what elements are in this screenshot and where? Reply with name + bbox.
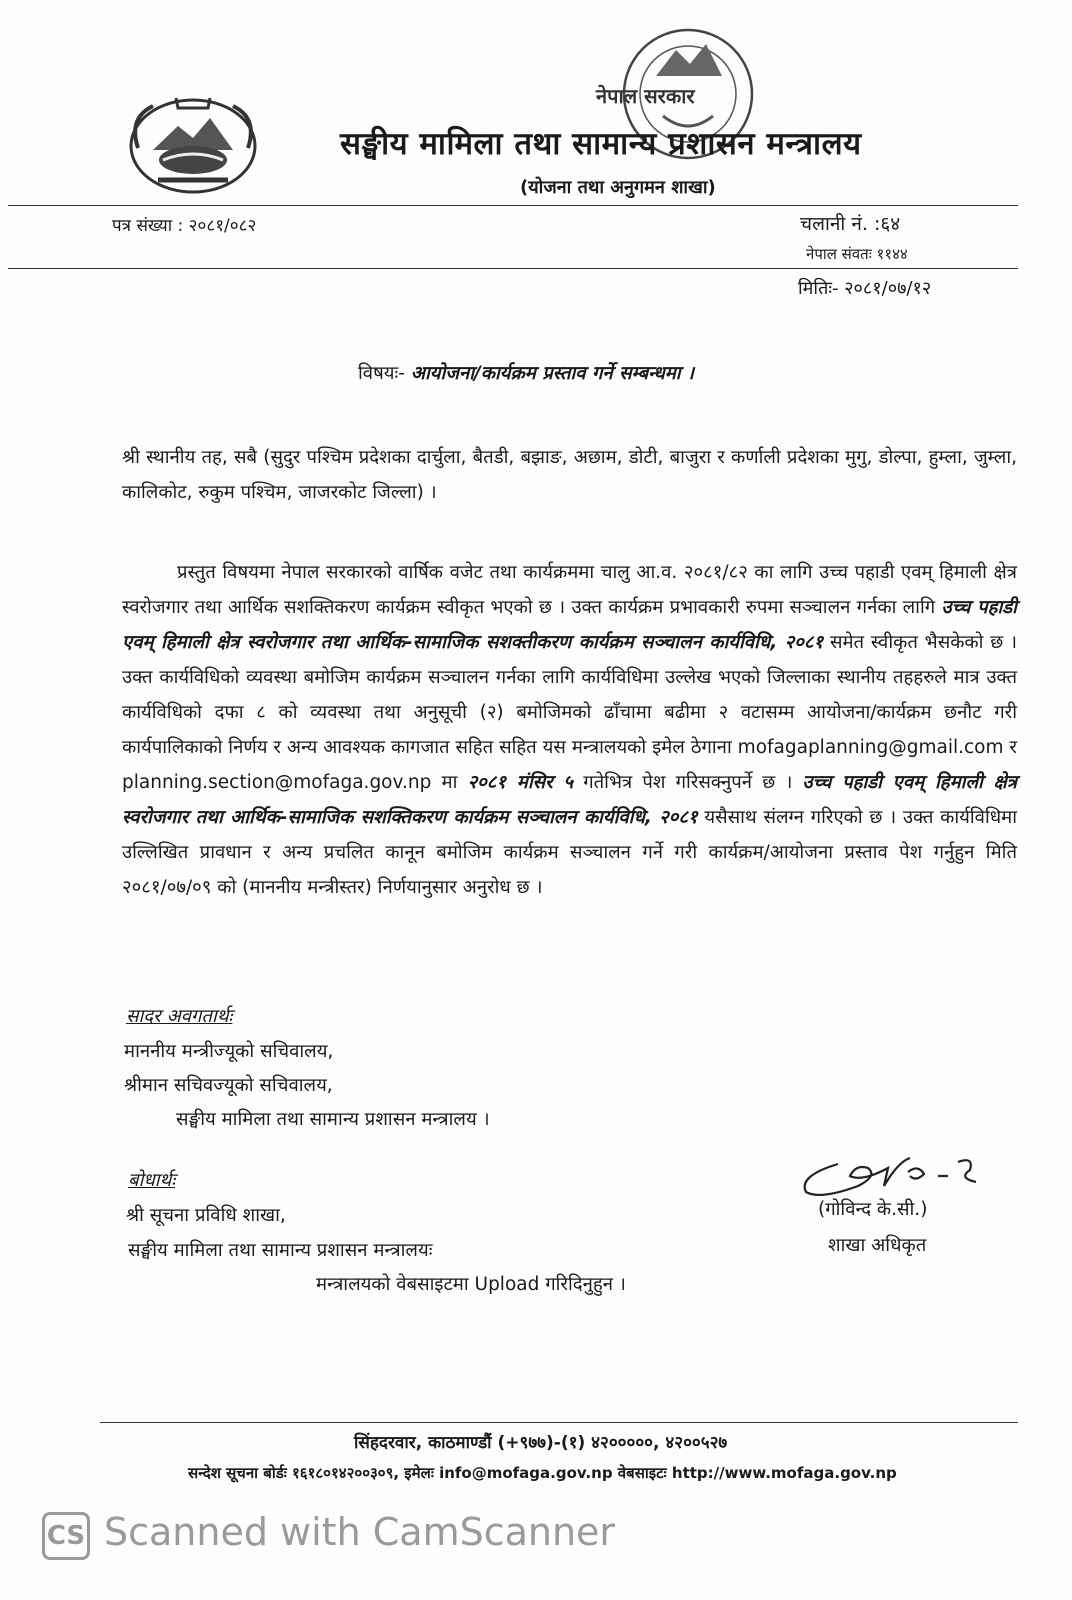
footer-contact: सन्देश सूचना बोर्डः १६१८०१४२००३०९, इमेलः info@mofaga.gov.np वेबसाइटः http://www.mofaga.gov.np [188, 1464, 897, 1482]
letter-date: मितिः- २०८१/०७/१२ [798, 278, 932, 299]
camscanner-logo-icon: CS [42, 1512, 90, 1560]
cc-info-line: श्रीमान सचिवज्यूको सचिवालय, [124, 1075, 333, 1096]
cc-action-line: सङ्घीय मामिला तथा सामान्य प्रशासन मन्त्रालयः [128, 1240, 433, 1261]
cc-action-line: श्री सूचना प्रविधि शाखा, [126, 1205, 286, 1226]
body-part-5: गतेभित्र पेश गरिसक्नुपर्ने छ । [583, 772, 793, 793]
dispatch-number: चलानी नं. :६४ [800, 213, 901, 235]
body-part-3: समेत स्वीकृत भैसकेको छ ।उक्त कार्यविधिको व्यवस्था बमोजिम कार्यक्रम सञ्चालन गर्नका लागि कार्यविधिमा उल्लेख भएको जिल्लाका स्थानीय तहहरुले मात्र उक्त कार्यविधिको दफा ८ को व्यवस्था तथा अनुसूची (२) बमोजिमको ढाँचामा बढीमा २ वटासम्म आयोजना/कार्यक्रम छनौट गरी कार्यपालिकाको निर्णय र अन्य आवश्यक कागजात सहित सहित यस मन्त्रालयको इमेल ठेगाना mofagaplanning@gmail.com र planning.section@mofaga.gov.np मा [122, 632, 1017, 793]
section-name: (योजना तथा अनुगमन शाखा) [520, 177, 716, 198]
cc-info-heading: सादर अवगतार्थः [126, 1006, 233, 1027]
camscanner-watermark: Scanned with CamScanner [104, 1510, 616, 1554]
body-part-1: प्रस्तुत विषयमा नेपाल सरकारको वार्षिक वजेट तथा कार्यक्रममा चालु आ.व. २०८१/८२ का लागि उच्च पहाडी एवम् हिमाली क्षेत्र स्वरोजगार तथा आर्थिक सशक्तिकरण कार्यक्रम स्वीकृत भएको छ । उक्त कार्यक्रम प्रभावकारी रुपमा सञ्चालन गर्नका लागि [122, 562, 1017, 618]
letter-body [122, 555, 1017, 905]
header-divider [8, 205, 1018, 206]
subject-label: विषयः- [358, 363, 405, 384]
meta-divider [8, 268, 1018, 269]
subject-line [358, 360, 694, 385]
seal-text: नेपाल सरकार [596, 84, 695, 108]
ministry-title: सङ्घीय मामिला तथा सामान्य प्रशासन मन्त्रालय [340, 126, 862, 162]
letter-number: पत्र संख्या : २०८१/०८२ [112, 216, 257, 236]
nepal-samvat: नेपाल संवतः ११४४ [806, 245, 908, 263]
body-deadline: २०८१ मंसिर ५ [467, 772, 574, 793]
footer-divider [100, 1422, 1018, 1423]
cc-info-line: माननीय मन्त्रीज्यूको सचिवालय, [124, 1041, 334, 1062]
cc-action-line: मन्त्रालयको वेबसाइटमा Upload गरिदिनुहुन । [316, 1274, 626, 1295]
subject-text: आयोजना/कार्यक्रम प्रस्ताव गर्ने सम्बन्धमा । [410, 363, 695, 384]
addressee: श्री स्थानीय तह, सबै (सुदुर पश्चिम प्रदेशका दार्चुला, बैतडी, बझाङ, अछाम, डोटी, बाजुरा र कर्णाली प्रदेशका मुगु, डोल्पा, हुम्ला, जुम्ला, कालिकोट, रुकुम पश्चिम, जाजरकोट जिल्ला) । [122, 447, 1017, 503]
body-part-7: यसैसाथ संलग्न गरिएको छ । उक्त कार्यविधिमा उल्लिखित प्रावधान र अन्य प्रचलित कानून बमोजिम कार्यक्रम सञ्चालन गर्ने गरी कार्यक्रम/आयोजना प्रस्ताव पेश गर्नुहुन मिति २०८१/०७/०९ को (माननीय मन्त्रीस्तर) निर्णयानुसार अनुरोध छ । [122, 807, 1017, 898]
body-procedure-title: उच्च पहाडी एवम् हिमाली क्षेत्र स्वरोजगार तथा आर्थिक-सामाजिक सशक्तीकरण कार्यक्रम सञ्चालन कार्यविधि, २०८१ [122, 597, 1017, 653]
nepal-emblem-icon [118, 88, 268, 198]
cc-action-heading: बोधार्थः [128, 1170, 176, 1191]
signatory-name: (गोविन्द के.सी.) [818, 1199, 928, 1220]
body-procedure-title-2: उच्च पहाडी एवम् हिमाली क्षेत्र स्वरोजगार तथा आर्थिक-सामाजिक सशक्तिकरण कार्यक्रम सञ्चालन कार्यविधि, २०८१ [122, 772, 1017, 828]
footer-address: सिंहदरवार, काठमाण्डौं (+९७७)-(१) ४२०००००, ४२००५२७ [354, 1433, 728, 1453]
signatory-title: शाखा अधिकृत [828, 1235, 927, 1256]
cc-info-line: सङ्घीय मामिला तथा सामान्य प्रशासन मन्त्रालय । [176, 1109, 490, 1130]
